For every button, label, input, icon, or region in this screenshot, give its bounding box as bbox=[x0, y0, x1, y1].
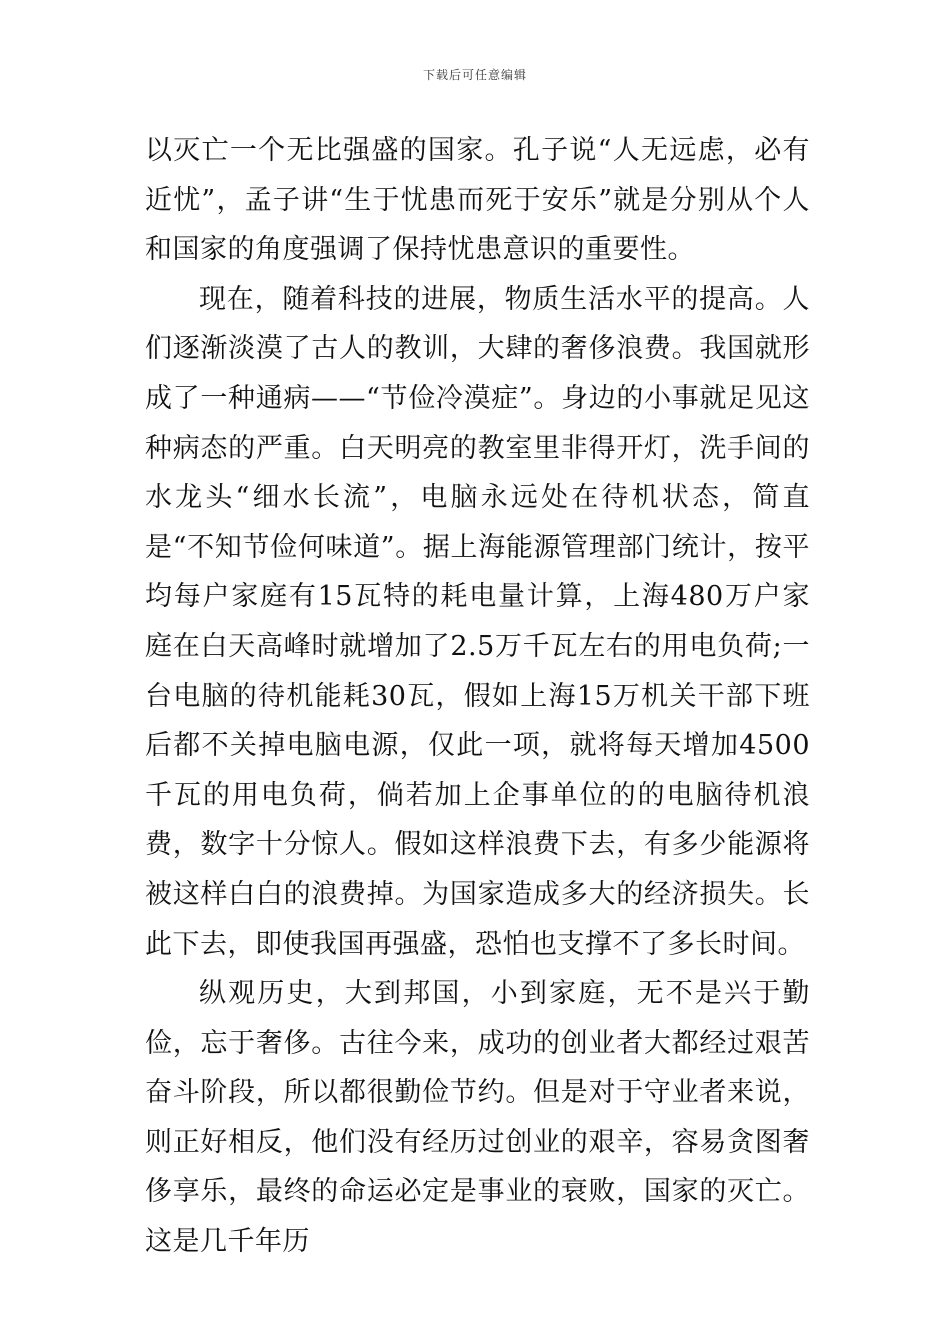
paragraph-1: 以灭亡一个无比强盛的国家。孔子说“人无远虑，必有近忧”，孟子讲“生于忧患而死于安乐”就是分别从个人和国家的角度强调了保持忧患意识的重要性。 bbox=[145, 135, 810, 266]
document-body bbox=[145, 126, 810, 1267]
paragraph-2: 现在，随着科技的进展，物质生活水平的提高。人们逐渐淡漠了古人的教训，大肆的奢侈浪费。我国就形成了一种通病——“节俭冷漠症”。身边的小事就足见这种病态的严重。白天明亮的教室里非得开灯，洗手间的水龙头“细水长流”，电脑永远处在待机状态，简直是“不知节俭何味道”。据上海能源管理部门统计，按平均每户家庭有15瓦特的耗电量计算，上海480万户家庭在白天高峰时就增加了2.5万千瓦左右的用电负荷;一台电脑的待机能耗30瓦，假如上海15万机关干部下班后都不关掉电脑电源，仅此一项，就将每天增加4500千瓦的用电负荷，倘若加上企事单位的的电脑待机浪费，数字十分惊人。假如这样浪费下去，有多少能源将被这样白白的浪费掉。为国家造成多大的经济损失。长此下去，即使我国再强盛，恐怕也支撑不了多长时间。 bbox=[145, 283, 810, 960]
paragraph-3: 纵观历史，大到邦国，小到家庭，无不是兴于勤俭，忘于奢侈。古往今来，成功的创业者大都经过艰苦奋斗阶段，所以都很勤俭节约。但是对于守业者来说，则正好相反，他们没有经历过创业的艰辛，容易贪图奢侈享乐，最终的命运必定是事业的衰败，国家的灭亡。这是几千年历 bbox=[145, 978, 810, 1258]
page-header: 下载后可任意编辑 bbox=[422, 68, 527, 82]
